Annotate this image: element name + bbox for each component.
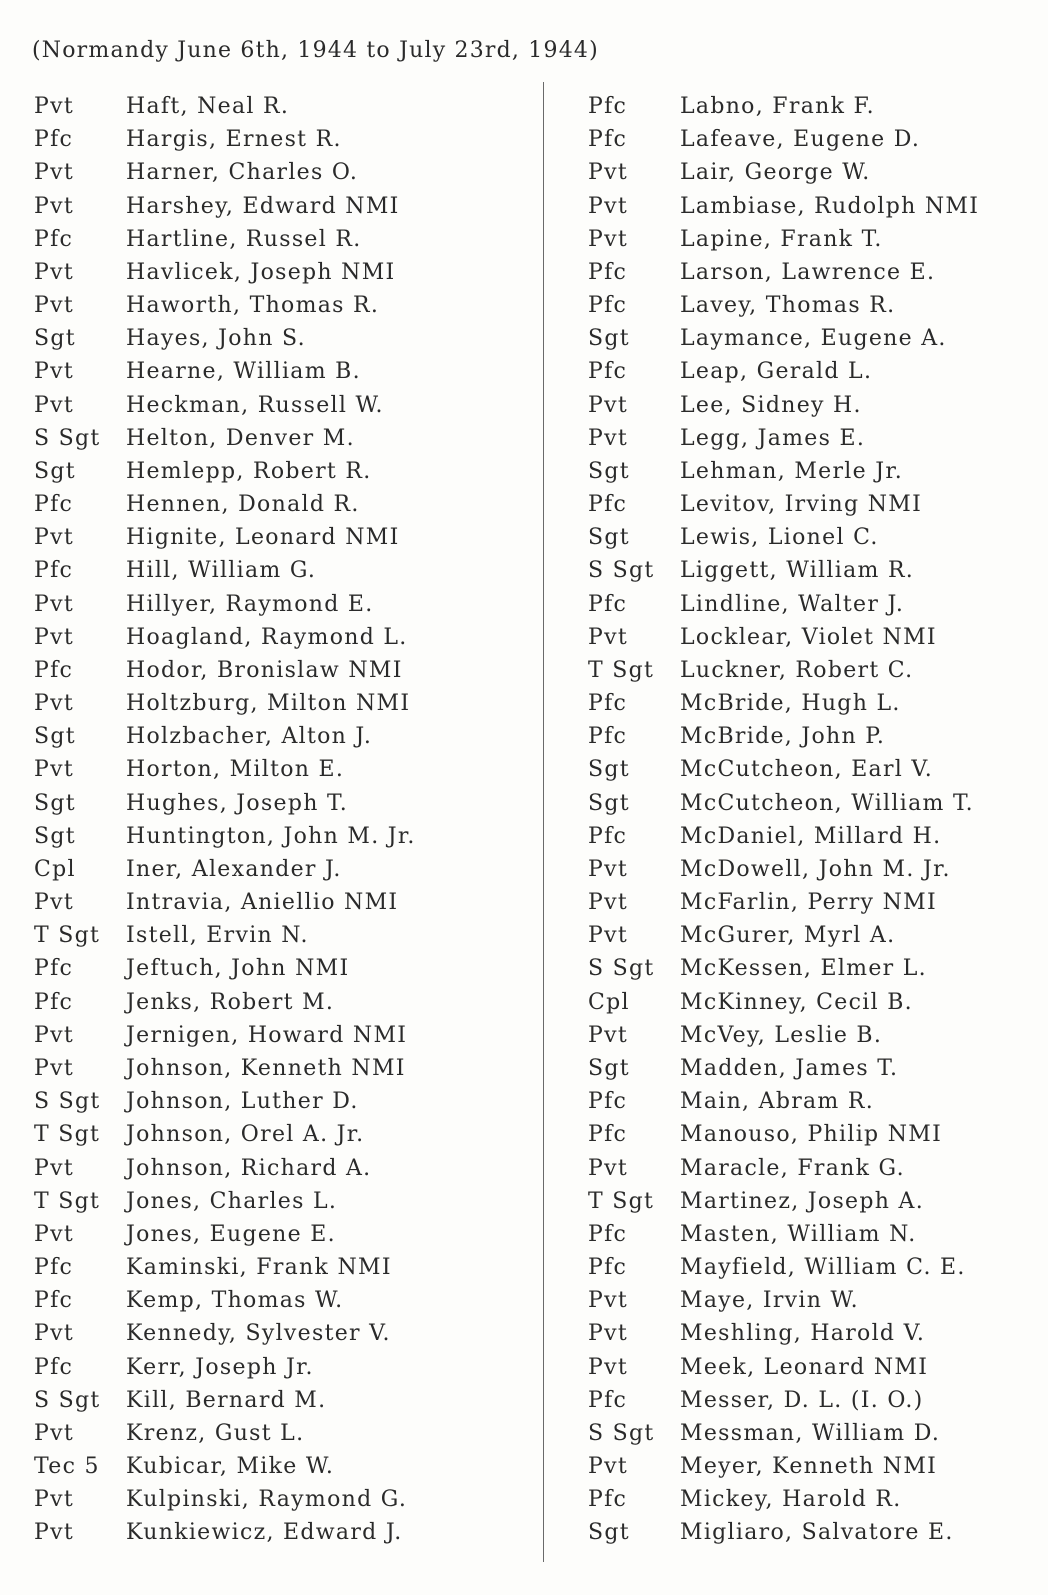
rank: S Sgt (588, 1420, 655, 1446)
rank: Pvt (34, 1155, 74, 1181)
rank: Sgt (588, 1520, 630, 1546)
roster-row (34, 1251, 534, 1284)
rank: Tec 5 (34, 1454, 100, 1480)
rank: Pvt (588, 1288, 628, 1314)
roster-row (34, 256, 534, 289)
soldier-name: Hillyer, Raymond E. (126, 591, 374, 617)
roster-row (588, 1516, 1038, 1549)
soldier-name: Kunkiewicz, Edward J. (126, 1520, 403, 1546)
soldier-name: Johnson, Luther D. (126, 1089, 359, 1115)
soldier-name: Hennen, Donald R. (126, 492, 360, 518)
roster-row (34, 190, 534, 223)
soldier-name: Harner, Charles O. (126, 160, 359, 186)
soldier-name: McKinney, Cecil B. (680, 989, 913, 1015)
soldier-name: Leap, Gerald L. (680, 359, 873, 385)
roster-row (588, 986, 1038, 1019)
roster-row (588, 123, 1038, 156)
roster-row (34, 654, 534, 687)
roster-row (588, 1351, 1038, 1384)
soldier-name: Hemlepp, Robert R. (126, 458, 372, 484)
roster-row (34, 322, 534, 355)
rank: Pvt (588, 1321, 628, 1347)
rank: Pvt (588, 1155, 628, 1181)
soldier-name: Hill, William G. (126, 558, 317, 584)
rank: Sgt (588, 525, 630, 551)
rank: Pfc (588, 1255, 628, 1281)
roster-row (34, 1085, 534, 1118)
soldier-name: Johnson, Kenneth NMI (126, 1055, 406, 1081)
roster-row (34, 1218, 534, 1251)
rank: Pfc (34, 989, 74, 1015)
rank: Sgt (34, 724, 76, 750)
soldier-name: Locklear, Violet NMI (680, 624, 937, 650)
roster-row (34, 1019, 534, 1052)
soldier-name: Levitov, Irving NMI (680, 492, 923, 518)
rank: Sgt (588, 757, 630, 783)
roster-row (588, 156, 1038, 189)
soldier-name: Holtzburg, Milton NMI (126, 691, 411, 717)
rank: Pvt (588, 856, 628, 882)
soldier-name: Haworth, Thomas R. (126, 293, 380, 319)
roster-row (588, 787, 1038, 820)
soldier-name: Lehman, Merle Jr. (680, 458, 904, 484)
rank: S Sgt (34, 425, 101, 451)
roster-row (588, 952, 1038, 985)
left-roster-column (34, 90, 534, 1550)
roster-row (34, 753, 534, 786)
soldier-name: Havlicek, Joseph NMI (126, 259, 396, 285)
rank: Pfc (588, 259, 628, 285)
soldier-name: Masten, William N. (680, 1221, 917, 1247)
rank: Pfc (588, 1387, 628, 1413)
rank: Pvt (34, 1487, 74, 1513)
rank: Pfc (34, 657, 74, 683)
soldier-name: Kill, Bernard M. (126, 1387, 327, 1413)
soldier-name: Johnson, Orel A. Jr. (126, 1122, 365, 1148)
page-heading: (Normandy June 6th, 1944 to July 23rd, 1944) (32, 38, 599, 63)
rank: Pvt (588, 1454, 628, 1480)
soldier-name: Kennedy, Sylvester V. (126, 1321, 391, 1347)
rank: T Sgt (34, 1188, 101, 1214)
roster-row (588, 1152, 1038, 1185)
soldier-name: Helton, Denver M. (126, 425, 355, 451)
roster-row (588, 1384, 1038, 1417)
soldier-name: Iner, Alexander J. (126, 856, 342, 882)
soldier-name: Hodor, Bronislaw NMI (126, 657, 403, 683)
soldier-name: McGurer, Myrl A. (680, 923, 896, 949)
roster-row (588, 820, 1038, 853)
rank: T Sgt (34, 923, 101, 949)
rank: Sgt (34, 326, 76, 352)
rank: Pvt (34, 1321, 74, 1347)
soldier-name: Maracle, Frank G. (680, 1155, 905, 1181)
roster-row (588, 389, 1038, 422)
right-roster-column (588, 90, 1038, 1550)
roster-row (588, 1052, 1038, 1085)
soldier-name: Harshey, Edward NMI (126, 193, 400, 219)
roster-row (34, 820, 534, 853)
soldier-name: Lewis, Lionel C. (680, 525, 879, 551)
soldier-name: Jenks, Robert M. (126, 989, 335, 1015)
soldier-name: Johnson, Richard A. (126, 1155, 372, 1181)
soldier-name: Jones, Charles L. (126, 1188, 338, 1214)
rank: Pvt (34, 1022, 74, 1048)
roster-row (34, 1152, 534, 1185)
roster-row (588, 90, 1038, 123)
rank: Pfc (588, 724, 628, 750)
rank: Pvt (34, 392, 74, 418)
soldier-name: Mayfield, William C. E. (680, 1255, 966, 1281)
rank: Pvt (588, 1022, 628, 1048)
roster-row (588, 1284, 1038, 1317)
roster-row (588, 355, 1038, 388)
roster-row (34, 1417, 534, 1450)
rank: Pfc (588, 127, 628, 153)
roster-row (34, 1052, 534, 1085)
soldier-name: McVey, Leslie B. (680, 1022, 883, 1048)
soldier-name: Lafeave, Eugene D. (680, 127, 921, 153)
roster-row (588, 886, 1038, 919)
roster-row (588, 1483, 1038, 1516)
rank: Pvt (34, 160, 74, 186)
rank: Pvt (34, 525, 74, 551)
roster-row (34, 886, 534, 919)
roster-row (34, 123, 534, 156)
roster-row (34, 1118, 534, 1151)
roster-row (588, 588, 1038, 621)
soldier-name: Jeftuch, John NMI (126, 956, 350, 982)
soldier-name: Lavey, Thomas R. (680, 293, 896, 319)
roster-row (34, 1351, 534, 1384)
soldier-name: Martinez, Joseph A. (680, 1188, 925, 1214)
roster-row (588, 654, 1038, 687)
soldier-name: Horton, Milton E. (126, 757, 345, 783)
roster-row (588, 1417, 1038, 1450)
roster-row (34, 1450, 534, 1483)
soldier-name: Madden, James T. (680, 1055, 899, 1081)
rank: Pfc (34, 1255, 74, 1281)
soldier-name: McDaniel, Millard H. (680, 823, 942, 849)
rank: Pfc (588, 1089, 628, 1115)
rank: Pfc (34, 226, 74, 252)
rank: Cpl (34, 856, 76, 882)
soldier-name: Lapine, Frank T. (680, 226, 883, 252)
roster-row (588, 223, 1038, 256)
roster-row (588, 621, 1038, 654)
rank: Pvt (34, 691, 74, 717)
soldier-name: Meek, Leonard NMI (680, 1354, 929, 1380)
soldier-name: McBride, John P. (680, 724, 886, 750)
soldier-name: Larson, Lawrence E. (680, 259, 936, 285)
rank: Pvt (588, 160, 628, 186)
roster-row (34, 389, 534, 422)
rank: Sgt (34, 823, 76, 849)
rank: Pvt (34, 1420, 74, 1446)
roster-row (34, 1384, 534, 1417)
roster-row (34, 488, 534, 521)
roster-row (34, 1185, 534, 1218)
rank: Pfc (588, 359, 628, 385)
roster-row (34, 422, 534, 455)
roster-row (34, 1516, 534, 1549)
rank: Pvt (588, 1354, 628, 1380)
soldier-name: McDowell, John M. Jr. (680, 856, 951, 882)
roster-row (588, 687, 1038, 720)
soldier-name: Hoagland, Raymond L. (126, 624, 408, 650)
soldier-name: Legg, James E. (680, 425, 866, 451)
soldier-name: Labno, Frank F. (680, 94, 875, 119)
roster-row (588, 1118, 1038, 1151)
roster-row (34, 1317, 534, 1350)
rank: Sgt (588, 1055, 630, 1081)
roster-row (588, 322, 1038, 355)
roster-row (34, 1284, 534, 1317)
rank: Pvt (34, 1520, 74, 1546)
soldier-name: Luckner, Robert C. (680, 657, 914, 683)
roster-row (34, 156, 534, 189)
soldier-name: Manouso, Philip NMI (680, 1122, 943, 1148)
soldier-name: Hearne, William B. (126, 359, 361, 385)
rank: Pvt (34, 624, 74, 650)
soldier-name: Lambiase, Rudolph NMI (680, 193, 980, 219)
rank: T Sgt (588, 657, 655, 683)
soldier-name: Meyer, Kenneth NMI (680, 1454, 938, 1480)
rank: Pfc (34, 127, 74, 153)
rank: Pfc (34, 1354, 74, 1380)
roster-row (34, 853, 534, 886)
roster-row (34, 986, 534, 1019)
soldier-name: Kemp, Thomas W. (126, 1288, 344, 1314)
roster-row (588, 1019, 1038, 1052)
rank: Pfc (34, 492, 74, 518)
soldier-name: Main, Abram R. (680, 1089, 875, 1115)
soldier-name: Intravia, Aniellio NMI (126, 890, 399, 916)
rank: Pfc (588, 293, 628, 319)
soldier-name: Heckman, Russell W. (126, 392, 384, 418)
soldier-name: McBride, Hugh L. (680, 691, 901, 717)
rank: Pfc (588, 492, 628, 518)
soldier-name: Hartline, Russel R. (126, 226, 362, 252)
rank: Pvt (34, 259, 74, 285)
rank: Pfc (588, 1487, 628, 1513)
rank: S Sgt (34, 1387, 101, 1413)
rank: Sgt (588, 458, 630, 484)
roster-row (588, 753, 1038, 786)
rank: Pfc (588, 691, 628, 717)
roster-row (588, 289, 1038, 322)
rank: Sgt (34, 458, 76, 484)
roster-row (588, 521, 1038, 554)
roster-row (588, 853, 1038, 886)
soldier-name: Jones, Eugene E. (126, 1221, 336, 1247)
soldier-name: Hargis, Ernest R. (126, 127, 342, 153)
soldier-name: McKessen, Elmer L. (680, 956, 927, 982)
rank: Pvt (34, 293, 74, 319)
rank: S Sgt (34, 1089, 101, 1115)
rank: S Sgt (588, 956, 655, 982)
rank: Pvt (588, 890, 628, 916)
soldier-name: Krenz, Gust L. (126, 1420, 305, 1446)
roster-row (34, 787, 534, 820)
rank: Pfc (34, 956, 74, 982)
rank: Sgt (588, 790, 630, 816)
soldier-name: Huntington, John M. Jr. (126, 823, 416, 849)
rank: T Sgt (34, 1122, 101, 1148)
rank: Pvt (588, 226, 628, 252)
soldier-name: Lindline, Walter J. (680, 591, 905, 617)
soldier-name: Messer, D. L. (I. O.) (680, 1387, 924, 1413)
roster-row (588, 1317, 1038, 1350)
rank: Cpl (588, 989, 630, 1015)
roster-row (588, 455, 1038, 488)
roster-row (34, 223, 534, 256)
column-divider (543, 82, 544, 1562)
rank: Pvt (34, 890, 74, 916)
roster-row (34, 720, 534, 753)
soldier-name: Haft, Neal R. (126, 94, 290, 119)
soldier-name: Kubicar, Mike W. (126, 1454, 335, 1480)
roster-row (34, 687, 534, 720)
rank: Pvt (588, 193, 628, 219)
rank: Pfc (588, 823, 628, 849)
soldier-name: Maye, Irvin W. (680, 1288, 859, 1314)
soldier-name: Kaminski, Frank NMI (126, 1255, 392, 1281)
roster-row (34, 554, 534, 587)
roster-row (34, 90, 534, 123)
soldier-name: Lee, Sidney H. (680, 392, 862, 418)
rank: T Sgt (588, 1188, 655, 1214)
roster-row (588, 1085, 1038, 1118)
roster-row (588, 488, 1038, 521)
rank: Sgt (588, 326, 630, 352)
rank: Pfc (588, 1221, 628, 1247)
roster-row (34, 289, 534, 322)
roster-row (588, 1185, 1038, 1218)
soldier-name: Mickey, Harold R. (680, 1487, 902, 1513)
soldier-name: McCutcheon, William T. (680, 790, 974, 816)
soldier-name: Liggett, William R. (680, 558, 915, 584)
rank: Pvt (34, 359, 74, 385)
roster-row (34, 355, 534, 388)
rank: Pvt (34, 1221, 74, 1247)
roster-row (588, 919, 1038, 952)
rank: Pvt (34, 94, 74, 119)
soldier-name: Holzbacher, Alton J. (126, 724, 373, 750)
roster-row (588, 190, 1038, 223)
rank: Pvt (34, 591, 74, 617)
rank: Pvt (34, 193, 74, 219)
roster-row (34, 588, 534, 621)
rank: Pvt (34, 757, 74, 783)
soldier-name: Migliaro, Salvatore E. (680, 1520, 954, 1546)
roster-row (588, 720, 1038, 753)
rank: Sgt (34, 790, 76, 816)
soldier-name: McFarlin, Perry NMI (680, 890, 937, 916)
rank: Pvt (588, 923, 628, 949)
roster-row (34, 455, 534, 488)
roster-row (34, 521, 534, 554)
soldier-name: Hignite, Leonard NMI (126, 525, 400, 551)
roster-row (588, 1450, 1038, 1483)
roster-row (588, 1218, 1038, 1251)
soldier-name: Messman, William D. (680, 1420, 941, 1446)
rank: Pfc (588, 1122, 628, 1148)
rank: Pvt (588, 624, 628, 650)
soldier-name: Laymance, Eugene A. (680, 326, 947, 352)
soldier-name: Jernigen, Howard NMI (126, 1022, 408, 1048)
rank: Pfc (34, 1288, 74, 1314)
soldier-name: Istell, Ervin N. (126, 923, 309, 949)
roster-row (588, 1251, 1038, 1284)
rank: Pfc (34, 558, 74, 584)
roster-row (34, 919, 534, 952)
roster-row (588, 554, 1038, 587)
soldier-name: Hughes, Joseph T. (126, 790, 349, 816)
roster-row (34, 952, 534, 985)
roster-row (34, 1483, 534, 1516)
roster-row (588, 256, 1038, 289)
soldier-name: McCutcheon, Earl V. (680, 757, 934, 783)
rank: Pfc (588, 94, 628, 119)
rank: Pfc (588, 591, 628, 617)
soldier-name: Kerr, Joseph Jr. (126, 1354, 314, 1380)
soldier-name: Hayes, John S. (126, 326, 306, 352)
soldier-name: Meshling, Harold V. (680, 1321, 926, 1347)
roster-row (34, 621, 534, 654)
roster-row (588, 422, 1038, 455)
rank: Pvt (588, 425, 628, 451)
rank: S Sgt (588, 558, 655, 584)
rank: Pvt (588, 392, 628, 418)
soldier-name: Kulpinski, Raymond G. (126, 1487, 408, 1513)
rank: Pvt (34, 1055, 74, 1081)
soldier-name: Lair, George W. (680, 160, 871, 186)
